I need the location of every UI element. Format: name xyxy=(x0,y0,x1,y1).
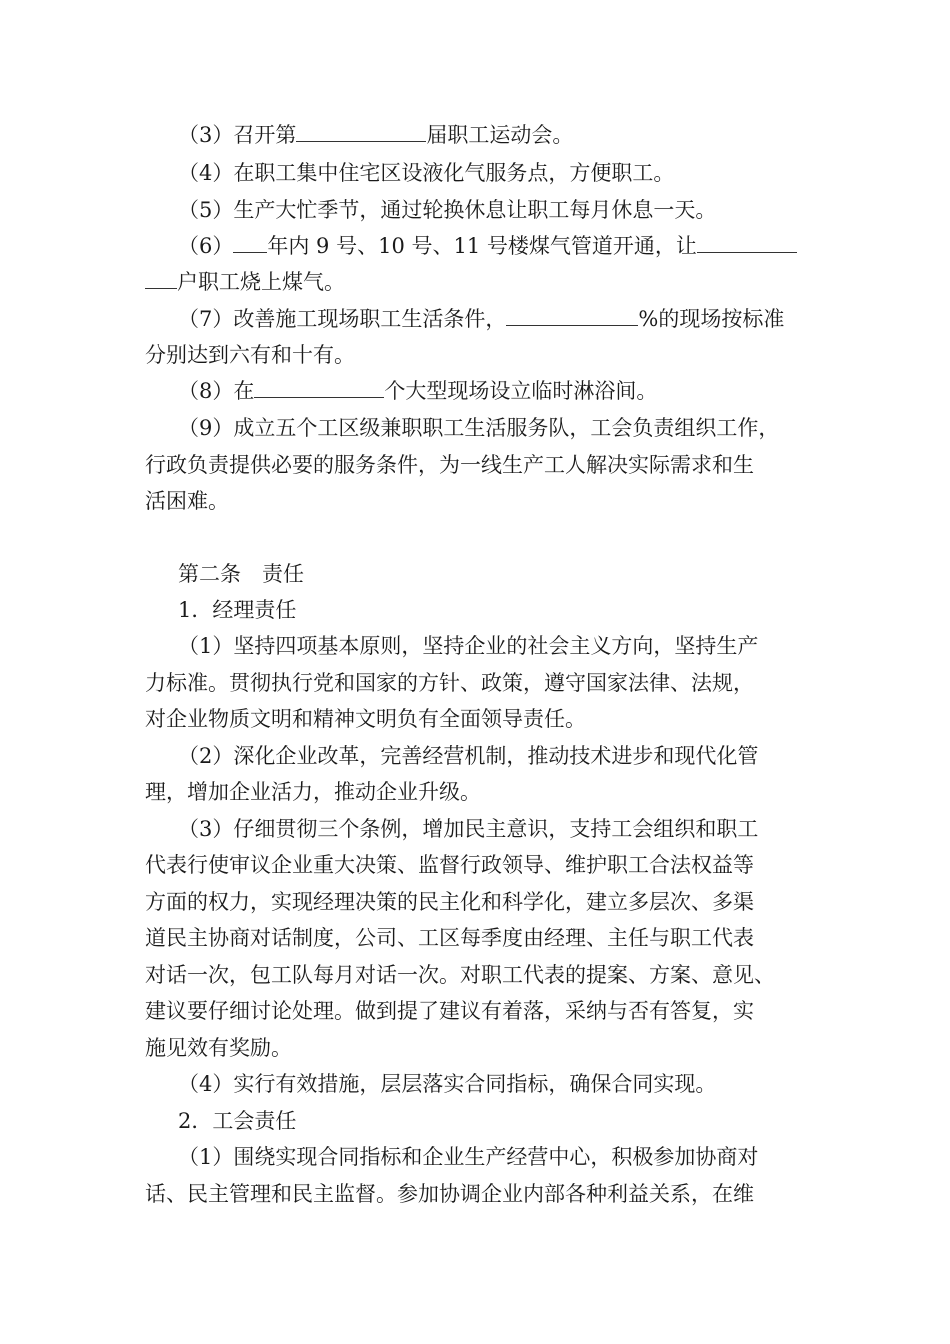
item-6-continuation xyxy=(145,264,345,300)
manager-item-1-line-1: （1）坚持四项基本原则，坚持企业的社会主义方向，坚持生产 xyxy=(178,634,759,658)
article-2-heading: 第二条 责任 xyxy=(178,562,304,586)
item-6-line xyxy=(178,228,797,264)
item-3-blank xyxy=(296,119,426,142)
subheading-union-responsibility: 2．工会责任 xyxy=(178,1109,297,1133)
manager-item-3-line-7: 施见效有奖励。 xyxy=(145,1036,292,1060)
manager-item-3-line-1: （3）仔细贯彻三个条例，增加民主意识，支持工会组织和职工 xyxy=(178,817,759,841)
item-6-number: （6） xyxy=(178,234,234,258)
manager-item-3-line-3: 方面的权力，实现经理决策的民主化和科学化，建立多层次、多渠 xyxy=(145,890,754,914)
item-3-line xyxy=(178,117,573,153)
manager-item-4-line: （4）实行有效措施，层层落实合同指标，确保合同实现。 xyxy=(178,1072,717,1096)
item-7-text-before: （7）改善施工现场职工生活条件， xyxy=(178,307,507,331)
manager-item-2-line-2: 理，增加企业活力，推动企业升级。 xyxy=(145,780,481,804)
item-6-text: 年内 9 号、10 号、11 号楼煤气管道开通，让 xyxy=(267,234,697,258)
item-8-text-after: 个大型现场设立临时淋浴间。 xyxy=(384,379,658,403)
item-6-year-blank xyxy=(233,230,267,253)
item-4-line: （4）在职工集中住宅区设液化气服务点，方便职工。 xyxy=(178,161,675,185)
manager-item-3-line-4: 道民主协商对话制度，公司、工区每季度由经理、主任与职工代表 xyxy=(145,926,754,950)
item-8-text-before: （8）在 xyxy=(178,379,255,403)
manager-item-3-line-2: 代表行使审议企业重大决策、监督行政领导、维护职工合法权益等 xyxy=(145,853,754,877)
item-8-count-blank xyxy=(254,375,384,398)
item-9-line-1: （9）成立五个工区级兼职职工生活服务队，工会负责组织工作， xyxy=(178,416,780,440)
union-item-1-line-2: 话、民主管理和民主监督。参加协调企业内部各种利益关系，在维 xyxy=(145,1182,754,1206)
item-9-line-2: 行政负责提供必要的服务条件，为一线生产工人解决实际需求和生 xyxy=(145,453,754,477)
item-3-text-before: （3）召开第 xyxy=(178,123,297,147)
item-7-continuation: 分别达到六有和十有。 xyxy=(145,343,355,367)
manager-item-3-line-5: 对话一次，包工队每月对话一次。对职工代表的提案、方案、意见、 xyxy=(145,963,775,987)
item-6-household-blank-1 xyxy=(697,230,797,253)
item-7-line xyxy=(178,301,784,337)
item-9-line-3: 活困难。 xyxy=(145,489,229,513)
manager-item-1-line-3: 对企业物质文明和精神文明负有全面领导责任。 xyxy=(145,707,586,731)
union-item-1-line-1: （1）围绕实现合同指标和企业生产经营中心，积极参加协商对 xyxy=(178,1145,759,1169)
manager-item-1-line-2: 力标准。贯彻执行党和国家的方针、政策，遵守国家法律、法规， xyxy=(145,671,754,695)
item-3-text-after: 届职工运动会。 xyxy=(426,123,574,147)
manager-item-3-line-6: 建议要仔细讨论处理。做到提了建议有着落，采纳与否有答复，实 xyxy=(145,999,754,1023)
item-7-text-after: %的现场按标准 xyxy=(638,307,785,331)
item-8-line xyxy=(178,373,657,409)
manager-item-2-line-1: （2）深化企业改革，完善经营机制，推动技术进步和现代化管 xyxy=(178,744,759,768)
item-7-percent-blank xyxy=(506,303,638,326)
item-6-text-after: 户职工烧上煤气。 xyxy=(177,270,345,294)
item-5-line: （5）生产大忙季节，通过轮换休息让职工每月休息一天。 xyxy=(178,198,717,222)
subheading-manager-responsibility: 1．经理责任 xyxy=(178,598,297,622)
item-6-household-blank-2 xyxy=(145,266,177,289)
